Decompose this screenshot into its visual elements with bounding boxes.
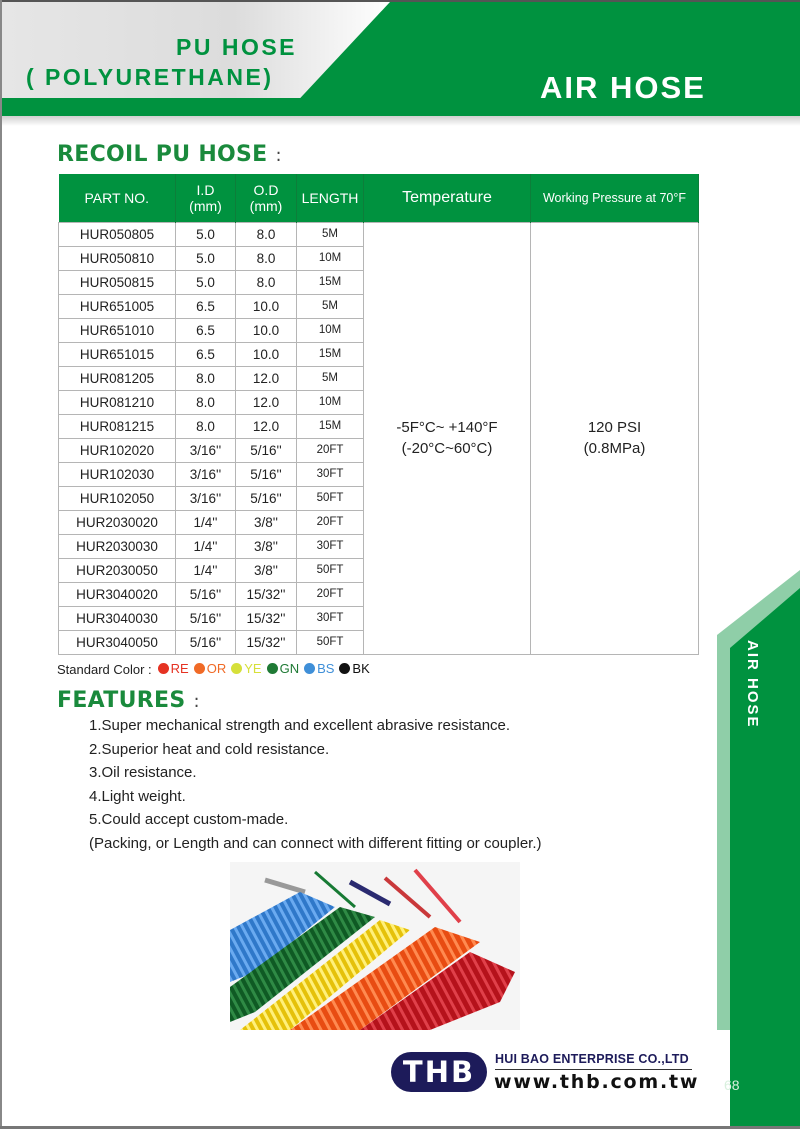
cell-od: 12.0 (236, 414, 297, 438)
color-code: RE (170, 661, 189, 676)
col-id-line2: (mm) (189, 197, 222, 214)
cell-length: 15M (297, 342, 364, 366)
cell-od: 15/32'' (236, 606, 297, 630)
cell-id: 5/16'' (176, 582, 236, 606)
cell-od: 10.0 (236, 294, 297, 318)
cell-part-no: HUR651005 (59, 294, 176, 318)
color-dot-icon (267, 663, 278, 674)
cell-length: 50FT (297, 486, 364, 510)
col-part-no: PART NO. (59, 174, 176, 222)
color-code: GN (279, 661, 300, 676)
cell-part-no: HUR3040020 (59, 582, 176, 606)
cell-part-no: HUR102020 (59, 438, 176, 462)
temperature-c: (-20°C~60°C) (401, 440, 493, 457)
cell-id: 5.0 (176, 270, 236, 294)
section-heading-text: FEATURES (57, 688, 186, 713)
cell-length: 10M (297, 246, 364, 270)
color-code: OR (206, 661, 227, 676)
feature-item: 5.Could accept custom-made. (89, 811, 289, 828)
table-header-row (59, 174, 699, 222)
cell-part-no: HUR102050 (59, 486, 176, 510)
cell-id: 5/16'' (176, 630, 236, 654)
color-dot-icon (339, 663, 350, 674)
cell-id: 1/4'' (176, 510, 236, 534)
cell-od: 3/8'' (236, 510, 297, 534)
product-photo (230, 862, 520, 1030)
cell-part-no: HUR102030 (59, 462, 176, 486)
standard-color-label: Standard Color : (57, 661, 152, 677)
header-shadow (0, 116, 800, 126)
feature-item: (Packing, or Length and can connect with different fitting or coupler.) (89, 834, 542, 852)
col-length: LENGTH (297, 174, 364, 222)
table-row (59, 222, 699, 246)
col-working-pressure: Working Pressure at 70°F (531, 174, 699, 222)
cell-id: 3/16'' (176, 438, 236, 462)
col-od-line1: O.D (253, 181, 279, 198)
cell-temperature (364, 222, 531, 654)
side-tab-label: AIR HOSE (744, 640, 761, 729)
cell-length: 15M (297, 270, 364, 294)
category-title: AIR HOSE (540, 70, 706, 105)
cell-length: 20FT (297, 510, 364, 534)
cell-od: 15/32'' (236, 582, 297, 606)
color-code: YE (244, 661, 262, 676)
cell-length: 15M (297, 414, 364, 438)
product-subtitle: ( POLYURETHANE) (26, 64, 274, 90)
cell-length: 30FT (297, 606, 364, 630)
color-swatch-bs (304, 661, 334, 676)
cell-part-no: HUR651010 (59, 318, 176, 342)
cell-length: 5M (297, 366, 364, 390)
color-dot-icon (304, 663, 315, 674)
cell-od: 10.0 (236, 342, 297, 366)
cell-od: 12.0 (236, 390, 297, 414)
cell-od: 10.0 (236, 318, 297, 342)
divider (495, 1069, 692, 1070)
color-dot-icon (158, 663, 169, 674)
color-dot-icon (194, 663, 205, 674)
cell-id: 8.0 (176, 366, 236, 390)
cell-part-no: HUR2030030 (59, 534, 176, 558)
cell-part-no: HUR081205 (59, 366, 176, 390)
cell-od: 5/16'' (236, 438, 297, 462)
color-code: BS (317, 661, 335, 676)
cell-od: 5/16'' (236, 462, 297, 486)
col-temperature: Temperature (364, 174, 531, 222)
color-dot-icon (231, 663, 242, 674)
cell-part-no: HUR651015 (59, 342, 176, 366)
features-list (89, 714, 542, 855)
col-id (176, 174, 236, 222)
cell-id: 5.0 (176, 246, 236, 270)
cell-part-no: HUR3040030 (59, 606, 176, 630)
page-border (0, 0, 2, 1129)
cell-id: 6.5 (176, 294, 236, 318)
temperature-f: -5F°C~ +140°F (396, 419, 498, 436)
cell-part-no: HUR050810 (59, 246, 176, 270)
cell-id: 6.5 (176, 342, 236, 366)
cell-id: 3/16'' (176, 486, 236, 510)
cell-length: 30FT (297, 534, 364, 558)
company-logo: THB (391, 1052, 487, 1092)
cell-od: 15/32'' (236, 630, 297, 654)
heading-colon: : (275, 145, 282, 166)
cell-od: 5/16'' (236, 486, 297, 510)
heading-colon: : (193, 691, 200, 712)
company-name: HUI BAO ENTERPRISE CO.,LTD (495, 1052, 689, 1066)
cell-od: 12.0 (236, 366, 297, 390)
pressure-mpa: (0.8MPa) (583, 440, 646, 457)
product-title: PU HOSE (176, 34, 298, 60)
cell-od: 8.0 (236, 222, 297, 246)
color-swatch-gn (267, 661, 300, 676)
cell-length: 30FT (297, 462, 364, 486)
cell-length: 50FT (297, 558, 364, 582)
cell-length: 5M (297, 222, 364, 246)
cell-part-no: HUR050805 (59, 222, 176, 246)
cell-length: 50FT (297, 630, 364, 654)
cell-id: 6.5 (176, 318, 236, 342)
coiled-hoses-illustration (230, 862, 520, 1030)
section-heading-text: RECOIL PU HOSE (57, 142, 268, 167)
cell-length: 10M (297, 318, 364, 342)
feature-item: 3.Oil resistance. (89, 764, 197, 781)
cell-id: 3/16'' (176, 462, 236, 486)
col-id-line1: I.D (196, 181, 215, 198)
cell-part-no: HUR081210 (59, 390, 176, 414)
color-swatch-bk (339, 661, 369, 676)
cell-id: 1/4'' (176, 558, 236, 582)
cell-od: 3/8'' (236, 558, 297, 582)
cell-part-no: HUR050815 (59, 270, 176, 294)
cell-id: 1/4'' (176, 534, 236, 558)
cell-working-pressure (531, 222, 699, 654)
cell-od: 3/8'' (236, 534, 297, 558)
cell-od: 8.0 (236, 270, 297, 294)
section-heading-recoil (57, 142, 282, 167)
spec-table (58, 174, 699, 655)
cell-od: 8.0 (236, 246, 297, 270)
cell-part-no: HUR2030020 (59, 510, 176, 534)
color-swatch-ye (231, 661, 261, 676)
company-website: www.thb.com.tw (494, 1071, 700, 1093)
standard-color-row (57, 661, 375, 677)
color-code: BK (352, 661, 370, 676)
feature-item: 1.Super mechanical strength and excellent abrasive resistance. (89, 717, 511, 734)
col-od (236, 174, 297, 222)
feature-item: 2.Superior heat and cold resistance. (89, 740, 330, 758)
page-border (0, 0, 800, 2)
color-swatch-re (158, 661, 189, 676)
cell-id: 5/16'' (176, 606, 236, 630)
feature-item: 4.Light weight. (89, 787, 186, 805)
section-heading-features (57, 688, 200, 713)
col-od-line2: (mm) (249, 197, 283, 214)
cell-part-no: HUR3040050 (59, 630, 176, 654)
cell-length: 20FT (297, 438, 364, 462)
cell-length: 5M (297, 294, 364, 318)
cell-part-no: HUR081215 (59, 414, 176, 438)
cell-id: 5.0 (176, 222, 236, 246)
cell-id: 8.0 (176, 414, 236, 438)
pressure-psi: 120 PSI (587, 419, 642, 436)
cell-id: 8.0 (176, 390, 236, 414)
cell-length: 10M (297, 390, 364, 414)
cell-part-no: HUR2030050 (59, 558, 176, 582)
cell-length: 20FT (297, 582, 364, 606)
page-number: 68 (724, 1077, 740, 1093)
color-swatch-or (194, 661, 227, 676)
